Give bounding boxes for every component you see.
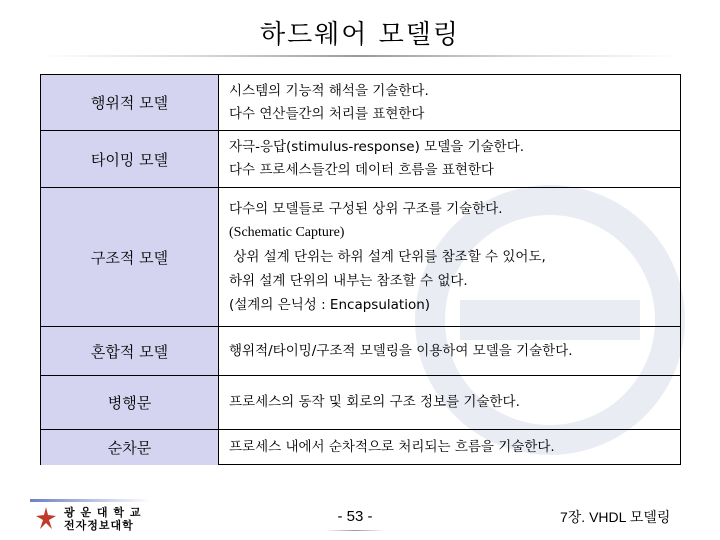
school-name	[64, 506, 141, 532]
row-desc-concurrent	[219, 376, 680, 430]
desc-line: 행위적/타이밍/구조적 모델링을 이용하여 모델을 기술한다.	[229, 342, 573, 359]
row-label-behavioral: 행위적 모델	[41, 75, 219, 131]
row-desc-timing	[219, 131, 680, 188]
desc-line: 자극-응답(stimulus-response) 모델을 기술한다.	[229, 139, 525, 155]
model-table	[40, 74, 681, 465]
row-label-mixed: 혼합적 모델	[41, 327, 219, 376]
school-name-line2: 전자정보대학	[64, 519, 134, 532]
desc-line: (Schematic Capture)	[229, 225, 345, 240]
desc-line: 상위 설계 단위는 하위 설계 단위를 참조할 수 있어도,	[229, 249, 546, 265]
row-desc-sequential	[219, 430, 680, 465]
footer-accent-bar	[30, 499, 150, 502]
row-label-sequential: 순차문	[41, 430, 219, 465]
desc-line: 프로세스의 동작 및 회로의 구조 정보를 기술한다.	[229, 394, 520, 410]
title-divider	[40, 55, 680, 57]
row-desc-behavioral	[219, 75, 680, 131]
desc-line: 하위 설계 단위의 내부는 참조할 수 없다.	[229, 273, 468, 289]
desc-line: 다수 프로세스들간의 데이터 흐름을 표현한다	[229, 162, 494, 178]
desc-line: 시스템의 기능적 해석을 기술한다.	[229, 82, 429, 99]
row-desc-structural	[219, 188, 680, 327]
page-number-underline	[325, 530, 385, 531]
page-number: - 53 -	[337, 508, 373, 525]
row-desc-mixed	[219, 327, 680, 376]
row-label-concurrent: 병행문	[41, 376, 219, 430]
chapter-label: 7장. VHDL 모델링	[560, 509, 671, 525]
row-label-structural: 구조적 모델	[41, 188, 219, 327]
desc-line: 프로세스 내에서 순차적으로 처리되는 흐름을 기술한다.	[229, 439, 555, 455]
row-label-timing: 타이밍 모델	[41, 131, 219, 188]
desc-line: (설계의 은닉성 : Encapsulation)	[229, 297, 431, 313]
page-title: 하드웨어 모델링	[259, 20, 461, 50]
desc-line: 다수의 모델들로 구성된 상위 구조를 기술한다.	[229, 201, 503, 217]
desc-line: 다수 연산들간의 처리를 표현한다	[229, 105, 425, 122]
university-logo-icon	[34, 505, 58, 531]
school-name-line1: 광 운 대 학 교	[64, 506, 142, 519]
